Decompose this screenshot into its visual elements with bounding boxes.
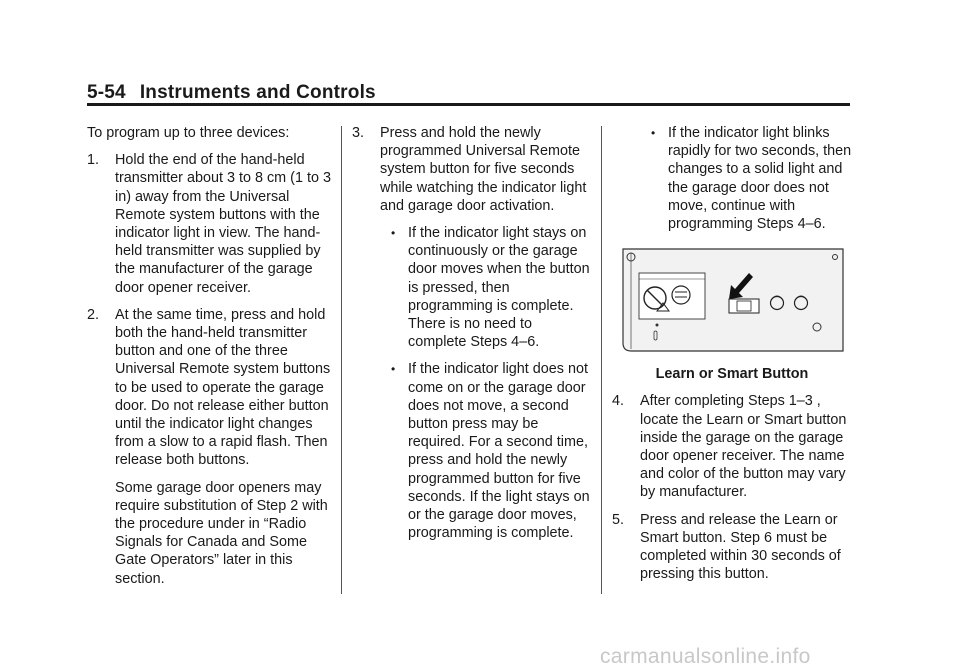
step-text: Hold the end of the hand-held transmitter about 3 to 8 cm (1 to 3 in) away from the Universal Remote system buttons with the indicator light in view. The hand-held transmitter was supplied by the manufacturer of the garage door opener receiver. xyxy=(115,152,331,296)
bullet-icon: • xyxy=(391,362,396,377)
column-1 xyxy=(87,124,335,597)
page-header xyxy=(87,82,376,104)
step-3 xyxy=(352,124,592,215)
bullet-icon: • xyxy=(391,226,396,241)
bullet-icon: • xyxy=(651,126,656,140)
header-rule xyxy=(87,103,850,106)
column-divider xyxy=(601,126,602,594)
column-divider xyxy=(341,126,342,594)
garage-opener-drawing xyxy=(617,245,849,353)
step-text: Press and hold the newly programmed Universal Remote system button for five seconds while watching the indicator light and garage door activation. xyxy=(380,125,587,214)
step-2 xyxy=(87,306,335,470)
bullet-text: If the indicator light stays on continuously or the garage door moves when the button is pressed, then programming is complete. There is no need to complete Steps 4–6. xyxy=(408,225,590,351)
column-2 xyxy=(352,124,592,551)
section-title: Instruments and Controls xyxy=(139,82,376,103)
step-4 xyxy=(612,392,852,501)
step-text: Press and release the Learn or Smart button. Step 6 must be completed within 30 seconds of pressing this button. xyxy=(640,511,841,583)
bullet-text: If the indicator light does not come on or the garage door does not move, a second button press may be required. For a second time, press and hold the newly programmed button for five seconds. If the light stays on or the garage door moves, programming is complete. xyxy=(408,361,590,542)
step-5 xyxy=(612,511,852,584)
column-3 xyxy=(612,124,852,592)
page-number: 5-54 xyxy=(87,82,126,103)
step-number: 4. xyxy=(612,393,625,410)
step-2-note: Some garage door openers may require substitution of Step 2 with the procedure under in “Radio Signals for Canada and Some Gate Operators” later in this section. xyxy=(115,479,328,587)
step-number: 3. xyxy=(352,125,365,141)
step-number: 5. xyxy=(612,511,625,528)
step-text: After completing Steps 1–3 , locate the Learn or Smart button inside the garage on the garage door opener receiver. The name and color of the button may vary by manufacturer. xyxy=(640,393,847,501)
bullet-item xyxy=(612,124,852,233)
bullet-text: If the indicator light blinks rapidly for two seconds, then changes to a solid light and the garage door does not move, continue with programming Steps 4–6. xyxy=(668,125,852,233)
bullet-item xyxy=(352,360,592,542)
step-number: 1. xyxy=(87,152,100,169)
step-number: 2. xyxy=(87,306,100,323)
step-text: At the same time, press and hold both the hand-held transmitter button and one of the three Universal Remote system buttons to be used to operate the garage door. Do not release either button until the indicator light changes from a slow to a rapid flash. Then release both buttons. xyxy=(115,306,331,469)
step-1 xyxy=(87,151,335,297)
watermark: carmanualsonline.info xyxy=(600,645,811,668)
bullet-item xyxy=(352,224,592,351)
intro-text: To program up to three devices: xyxy=(87,125,290,141)
garage-opener-illustration xyxy=(617,245,849,353)
figure-caption: Learn or Smart Button xyxy=(655,366,809,383)
